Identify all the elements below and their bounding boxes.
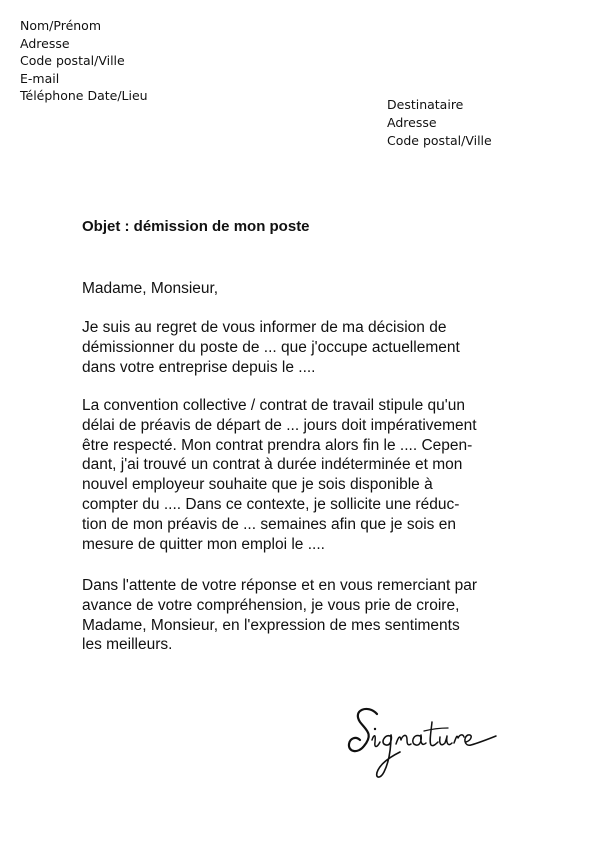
- sender-address-block: [20, 17, 148, 105]
- paragraph-line: tion de mon préavis de ... semaines afin que je sois en: [82, 515, 456, 533]
- paragraph-line: dans votre entreprise depuis le ....: [82, 358, 316, 376]
- letter-salutation: Madame, Monsieur,: [82, 280, 219, 297]
- paragraph-line: Je suis au regret de vous informer de ma décision de: [82, 319, 447, 336]
- letter-subject: Objet : démission de mon poste: [82, 218, 310, 235]
- paragraph-line: Dans l'attente de votre réponse et en vous remerciant par: [82, 577, 477, 594]
- paragraph-line: les meilleurs.: [82, 636, 173, 654]
- paragraph-line: être respecté. Mon contrat prendra alors fin le .... Cepen-: [82, 436, 473, 454]
- paragraph-line: nouvel employeur souhaite que je sois disponible à: [82, 476, 433, 494]
- paragraph-line: Madame, Monsieur, en l'expression de mes sentiments: [82, 616, 460, 634]
- sender-phone-date-line: Téléphone Date/Lieu: [20, 88, 148, 104]
- handwritten-signature: [344, 700, 504, 782]
- paragraph-line: avance de votre compréhension, je vous prie de croire,: [82, 596, 460, 614]
- recipient-address-block: [387, 96, 492, 150]
- recipient-city-line: Code postal/Ville: [387, 133, 492, 148]
- sender-city-line: Code postal/Ville: [20, 53, 125, 69]
- body-paragraph-1: [82, 318, 460, 377]
- body-paragraph-2: [82, 396, 477, 554]
- sender-email-line: E-mail: [20, 70, 60, 86]
- body-paragraph-3: [82, 576, 477, 655]
- paragraph-line: délai de préavis de départ de ... jours doit impérativement: [82, 416, 477, 434]
- paragraph-line: compter du .... Dans ce contexte, je sollicite une réduc-: [82, 495, 460, 513]
- paragraph-line: dant, j'ai trouvé un contrat à durée indéterminée et mon: [82, 456, 463, 474]
- sender-address-line: Adresse: [20, 35, 70, 51]
- sender-name-line: Nom/Prénom: [20, 18, 102, 33]
- recipient-address-line: Adresse: [387, 115, 437, 130]
- paragraph-line: démissionner du poste de ... que j'occupe actuellement: [82, 338, 460, 356]
- recipient-name-line: Destinataire: [387, 97, 464, 112]
- paragraph-line: La convention collective / contrat de travail stipule qu'un: [82, 397, 465, 414]
- paragraph-line: mesure de quitter mon emploi le ....: [82, 535, 325, 553]
